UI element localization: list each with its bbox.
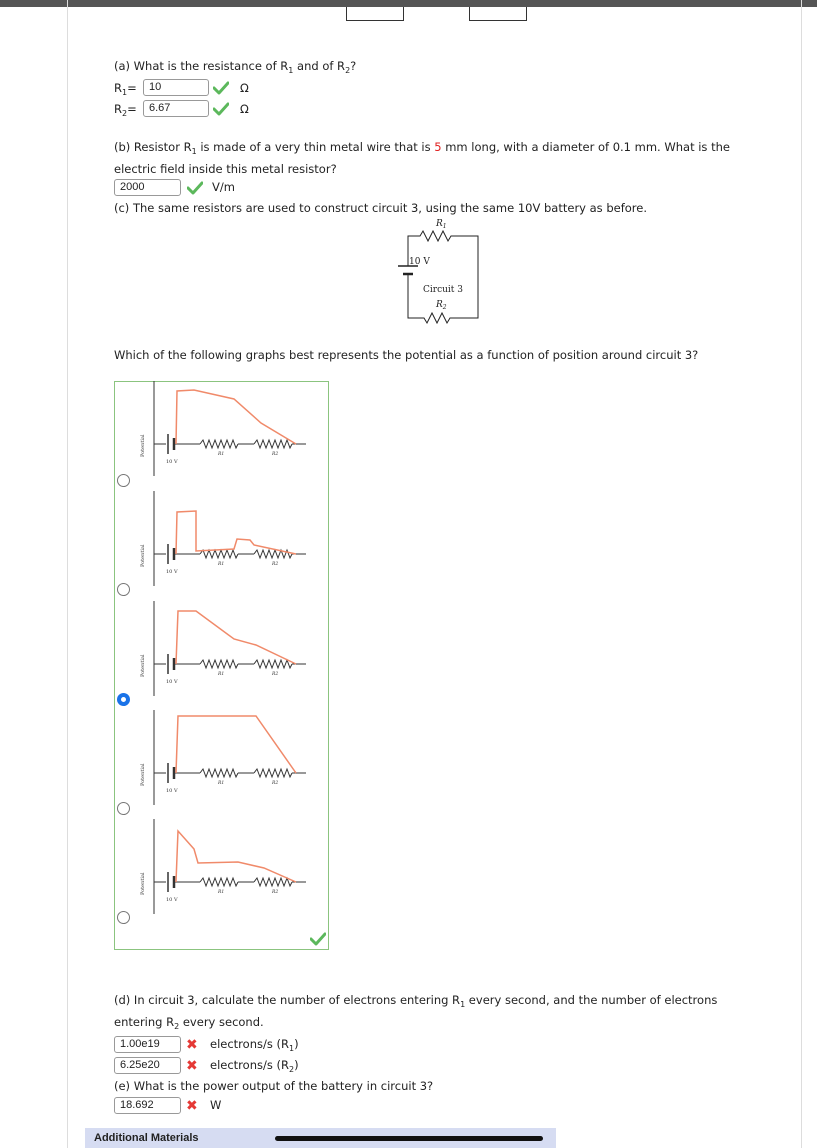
r1-correct-check-icon [213, 81, 229, 95]
electrons-r1-answer-input[interactable]: 1.00e19 [114, 1036, 181, 1053]
graph-option-5 [140, 819, 306, 914]
part-c-question: (c) The same resistors are used to construct circuit 3, using the same 10V battery as before. [114, 201, 647, 215]
circuit-3-diagram [384, 214, 484, 326]
part-d-question-line2: entering $R_2$ every second. [114, 1015, 264, 1031]
graph-3-battery-label: 10 V [166, 679, 178, 685]
graph-4-potential-curve [176, 716, 296, 773]
graph-3-y-label: Potential [140, 654, 146, 677]
graph-1-y-label: Potential [140, 434, 146, 457]
graph-3-r1-label: R1 [218, 672, 225, 677]
power-incorrect-icon: ✖ [186, 1098, 198, 1114]
electrons-r1-unit: electrons/s $(R_1)$ [210, 1037, 299, 1053]
r1-answer-input[interactable]: 10 [143, 79, 209, 96]
graph-2-y-label: Potential [140, 544, 146, 567]
graph-5-r1-label: R1 [218, 890, 225, 895]
graph-4-battery-label: 10 V [166, 788, 178, 794]
graph-1-r2-label: R2 [272, 452, 279, 457]
graph-2-battery-label: 10 V [166, 569, 178, 575]
graph-option-3 [140, 601, 306, 696]
r1-label: $R_1=$ [114, 81, 137, 97]
circuit-battery-label: 10 V [409, 257, 430, 267]
top-answer-box-1 [346, 7, 404, 21]
part-e-question: (e) What is the power output of the battery in circuit 3? [114, 1079, 434, 1093]
graph-2-potential-curve [176, 511, 296, 554]
electrons-r2-unit: electrons/s $(R_2)$ [210, 1058, 299, 1074]
graph-4-r2-resistor [254, 769, 292, 777]
graph-5-r2-resistor [254, 878, 292, 886]
part-d-question-line1: (d) In circuit 3, calculate the number of electrons entering $R_1$ every second, and the number of electrons [114, 993, 718, 1009]
top-bar [0, 0, 817, 7]
power-answer-input[interactable]: 18.692 [114, 1097, 181, 1114]
graph-1-potential-curve [176, 390, 296, 444]
graph-correct-check-icon [310, 932, 326, 946]
graph-5-potential-curve [176, 831, 296, 882]
graph-1-r1-resistor [200, 440, 238, 448]
graph-5-battery-label: 10 V [166, 897, 178, 903]
graph-2-r2-label: R2 [272, 562, 279, 567]
efield-correct-check-icon [187, 181, 203, 195]
part-b-question-line2: electric field inside this metal resistor? [114, 162, 337, 176]
additional-materials-label: Additional Materials [94, 1132, 199, 1144]
part-b-question-line1: (b) Resistor $R_1$ is made of a very thin metal wire that is 5 mm long, with a diameter of 0.1 mm. What is the [114, 140, 730, 156]
home-indicator [275, 1136, 543, 1141]
graph-4-y-label: Potential [140, 763, 146, 786]
graph-question: Which of the following graphs best represents the potential as a function of position around circuit 3? [114, 348, 699, 362]
graph-option-3-radio[interactable] [117, 693, 130, 706]
graph-1-battery-label: 10 V [166, 459, 178, 465]
r2-answer-input[interactable]: 6.67 [143, 100, 209, 117]
electrons-r2-answer-input[interactable]: 6.25e20 [114, 1057, 181, 1074]
graph-3-r1-resistor [200, 660, 238, 668]
r1-unit: Ω [240, 81, 249, 95]
part-a-question: (a) What is the resistance of $R_1$ and of $R_2$? [114, 59, 357, 75]
graph-option-2 [140, 491, 306, 586]
graph-3-r2-resistor [254, 660, 292, 668]
efield-unit: V/m [212, 180, 235, 194]
graph-option-5-radio[interactable] [117, 911, 130, 924]
graph-1-r2-resistor [254, 440, 292, 448]
left-content-border [67, 0, 68, 1148]
graph-5-r1-resistor [200, 878, 238, 886]
graph-3-r2-label: R2 [272, 672, 279, 677]
circuit-r1-label: $R_1$ [436, 219, 447, 230]
r2-label: $R_2=$ [114, 102, 137, 118]
graph-4-r2-label: R2 [272, 781, 279, 786]
graph-option-4-radio[interactable] [117, 802, 130, 815]
graph-3-potential-curve [176, 611, 296, 664]
electrons-r1-incorrect-icon: ✖ [186, 1037, 198, 1053]
graph-4-r1-resistor [200, 769, 238, 777]
graph-option-2-radio[interactable] [117, 583, 130, 596]
top-answer-box-2 [469, 7, 527, 21]
circuit-r2-label: $R_2$ [436, 300, 447, 311]
r2-correct-check-icon [213, 102, 229, 116]
power-unit: W [210, 1098, 222, 1112]
graph-5-y-label: Potential [140, 872, 146, 895]
graph-option-1 [140, 381, 306, 476]
right-content-border [801, 0, 802, 1148]
graph-2-r1-label: R1 [218, 562, 225, 567]
circuit-name-label: Circuit 3 [423, 285, 463, 295]
graph-options [114, 381, 329, 950]
graph-4-r1-label: R1 [218, 781, 225, 786]
efield-answer-input[interactable]: 2000 [114, 179, 181, 196]
graph-1-r1-label: R1 [218, 452, 225, 457]
graph-option-4 [140, 710, 306, 805]
graph-option-1-radio[interactable] [117, 474, 130, 487]
r2-unit: Ω [240, 102, 249, 116]
electrons-r2-incorrect-icon: ✖ [186, 1058, 198, 1074]
graph-5-r2-label: R2 [272, 890, 279, 895]
